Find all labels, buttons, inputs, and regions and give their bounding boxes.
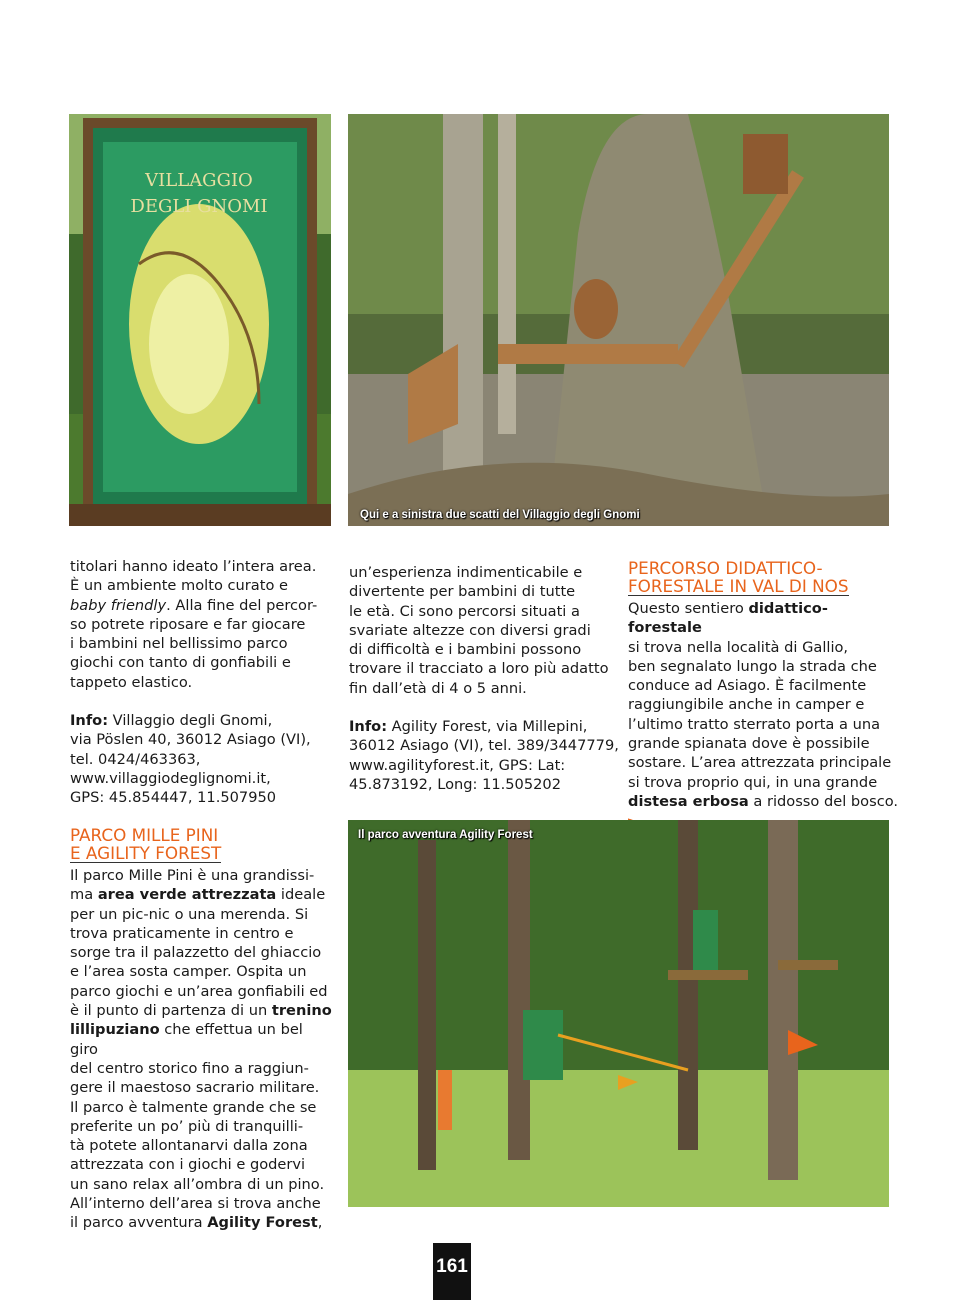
text-line: giochi con tanto di gonfiabili e: [70, 654, 291, 672]
mille-pini-paragraph: [70, 866, 332, 1233]
text-line: ma area verde attrezzata ideale: [70, 886, 326, 904]
section-heading-mille-pini: PARCO MILLE PINI E AGILITY FOREST: [70, 825, 222, 863]
text-line: distesa erbosa a ridosso del bosco.: [628, 792, 900, 832]
text-line: sorge tra il palazzetto del ghiaccio: [70, 944, 322, 962]
text-line: trovare il tracciato a loro più adatto: [349, 660, 609, 678]
text-line: l’ultimo tratto sterrato porta a una: [628, 715, 881, 733]
text-line: Info: Agility Forest, via Millepini,: [349, 718, 588, 736]
text-line: titolari hanno ideato l’intera area.: [70, 558, 317, 575]
text-line: www.agilityforest.it, GPS: Lat:: [349, 756, 566, 774]
text-line: Questo sentiero didattico-forestale: [628, 600, 828, 637]
info-label: Info:: [70, 712, 109, 730]
text-line: parco giochi e un’area gonfiabili ed: [70, 982, 328, 1000]
text-line: GPS: 45.854447, 11.507950: [70, 789, 277, 807]
column-1-lower: [70, 826, 332, 1233]
text-line: È un ambiente molto curato e: [70, 577, 289, 595]
text-line: 36012 Asiago (VI), tel. 389/3447779,: [349, 737, 619, 755]
text-line: e l’area sosta camper. Ospita un: [70, 963, 307, 981]
text-line: si trova proprio qui, in una grande: [628, 773, 878, 791]
svg-text:DEGLI GNOMI: DEGLI GNOMI: [130, 196, 268, 217]
info-agility: [349, 717, 619, 794]
text-line: un’esperienza indimenticabile e: [349, 564, 583, 581]
column-1: [70, 557, 332, 808]
text-line: divertente per bambini di tutte: [349, 583, 576, 601]
text-line: Il parco Mille Pini è una grandissi-: [70, 867, 315, 884]
text-line: www.villaggiodeglignomi.it,: [70, 769, 271, 787]
text-line: le età. Ci sono percorsi situati a: [349, 602, 580, 620]
text-line: per un pic-nic o una merenda. Si: [70, 905, 309, 923]
baby-friendly-italic: baby friendly: [70, 596, 167, 614]
agility-paragraph: [349, 563, 619, 698]
text-line: Info: Villaggio degli Gnomi,: [70, 712, 273, 730]
gnome-village-sign-photo: [69, 114, 331, 526]
text-line: fin dall’età di 4 o 5 anni.: [349, 679, 527, 697]
text-line: gere il maestoso sacrario militare.: [70, 1079, 320, 1097]
adventure-park-photo: [348, 820, 889, 1207]
text-line: raggiungibile anche in camper e: [628, 696, 865, 714]
tree-house-image: [348, 114, 889, 526]
text-line: di difficoltà e i bambini possono: [349, 641, 582, 659]
text-line: il parco avventura Agility Forest,: [70, 1214, 323, 1232]
svg-text:VILLAGGIO: VILLAGGIO: [145, 170, 253, 191]
text-line: tà potete allontanarvi dalla zona: [70, 1137, 308, 1155]
text-line: baby friendly. Alla fine del percor-: [70, 596, 318, 614]
text-line: so potrete riposare e far giocare: [70, 615, 306, 633]
text-line: 45.873192, Long: 11.505202: [349, 775, 561, 793]
text-line: del centro storico fino a raggiun-: [70, 1059, 309, 1077]
text-line: via Pöslen 40, 36012 Asiago (VI),: [70, 731, 311, 749]
text-line: tappeto elastico.: [70, 673, 193, 691]
text-line: grande spianata dove è possibile: [628, 735, 870, 753]
intro-paragraph: [70, 557, 332, 692]
text-line: tel. 0424/463363,: [70, 750, 201, 768]
text-line: si trova nella località di Gallio,: [628, 638, 849, 656]
page-number: 161: [433, 1243, 471, 1300]
text-line: preferite un po’ più di tranquilli-: [70, 1117, 304, 1135]
text-line: è il punto di partenza di un trenino: [70, 1002, 332, 1020]
gnome-village-sign-image: [69, 114, 331, 526]
adventure-park-image: [348, 820, 889, 1207]
text-line: trova praticamente in centro e: [70, 924, 294, 942]
text-line: conduce ad Asiago. È facilmente: [628, 677, 867, 695]
text-line: Il parco è talmente grande che se: [70, 1098, 317, 1116]
text-line: All’interno dell’area si trova anche: [70, 1195, 321, 1213]
column-3: [628, 559, 900, 832]
adventure-park-caption: Il parco avventura Agility Forest: [358, 829, 533, 841]
info-label: Info:: [349, 718, 388, 736]
text-line: svariate altezze con diversi gradi: [349, 621, 591, 639]
section-heading-val-di-nos: PERCORSO DIDATTICO- FORESTALE IN VAL DI NOS: [628, 558, 849, 596]
text-line: un sano relax all’ombra di un pino.: [70, 1175, 325, 1193]
tree-house-photo: [348, 114, 889, 526]
text-line: ben segnalato lungo la strada che: [628, 657, 877, 675]
text-line: lillipuziano che effettua un bel giro: [70, 1021, 303, 1058]
info-villaggio: [70, 711, 332, 807]
column-2: [349, 563, 619, 794]
tree-house-caption: Qui e a sinistra due scatti del Villaggio degli Gnomi: [360, 509, 640, 521]
text-line: sostare. L’area attrezzata principale: [628, 754, 892, 772]
text-line: i bambini nel bellissimo parco: [70, 635, 288, 653]
val-di-nos-paragraph: [628, 599, 900, 832]
text-line: attrezzata con i giochi e godervi: [70, 1156, 306, 1174]
